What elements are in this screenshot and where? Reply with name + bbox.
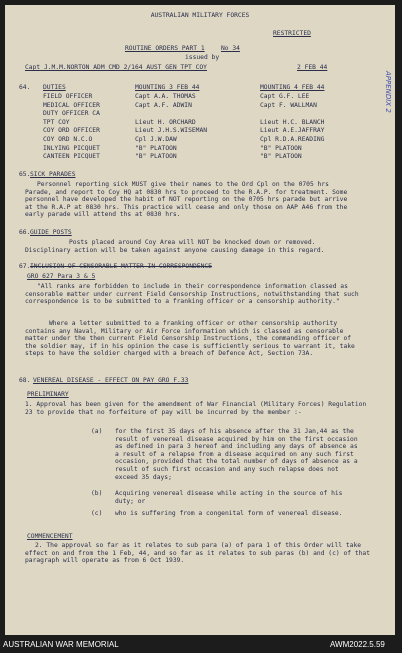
appendix-annotation: APPENDIX 2 — [384, 71, 392, 113]
censorable-title: INCLUSION OF CENSORABLE MATTER IN CORRESPONDENCE — [30, 263, 212, 270]
duty-cell: COY ORD OFFICER — [43, 127, 100, 135]
item-c-label: (c) — [91, 510, 103, 517]
item-b-label: (b) — [91, 490, 103, 497]
orders-title: ROUTINE ORDERS PART 1 — [125, 45, 205, 52]
duty-cell: Lieut H.C. BLANCH — [260, 118, 325, 126]
doc-heading: AUSTRALIAN MILITARY FORCES — [150, 12, 250, 19]
duty-cell: Lieut A.E.JAFFRAY — [260, 127, 325, 135]
mounting-4-header: MOUNTING 4 FEB 44 — [260, 84, 325, 91]
footer-accession: AWM2022.5.59 — [330, 640, 385, 649]
duty-cell: "B" PLATOON — [260, 153, 302, 161]
duty-cell: CANTEEN PICQUET — [43, 153, 100, 161]
sick-parades-body: Personnel reporting sick MUST give their names to the Ord Cpl on the 0705 hrs Parade, and report to Coy HQ at 0830 hrs to proceed to the R.A.P. for treatment. Some personnel have developed the habit of NOT reporting on the 0705 hrs parade but arrive at the R.A.P at 0830 hrs. This practice will cease and only those on AAP A46 from the early parade will attend ths at 0830 hrs. — [25, 181, 348, 219]
duty-cell: DUTY OFFICER CA — [43, 110, 100, 118]
censorable-ref: GRO 627 Para 3 & 5 — [27, 273, 96, 280]
item-a-label: (a) — [91, 428, 103, 435]
guide-posts-body: Posts placed around Coy Area will NOT be knocked down or removed. Disciplinary action will be taken against anyone causing damage in this regard. — [25, 239, 325, 254]
duty-cell: Cpl R.D.A.READING — [260, 136, 325, 143]
duty-cell: Capt G.F. LEE — [260, 93, 310, 100]
censorable-quote: "All ranks are forbidden to include in their correspondence information classed as censorable matter under current Field Censorship Instructions, notwithstanding that such correspondence is to be submitted to a franking officer or a censorship authority." — [25, 283, 359, 306]
document-page — [5, 5, 395, 635]
section-number-65: 65. — [19, 171, 31, 178]
item-b-text: Acquiring venereal disease while acting in the source of his duty; or — [115, 490, 343, 505]
duty-cell: COY ORD N.C.O — [43, 136, 93, 143]
venereal-title: VENEREAL DISEASE - EFFECT ON PAY GRO F.33 — [33, 377, 189, 384]
duty-cell: MEDICAL OFFICER — [43, 101, 100, 109]
duty-cell: Capt F. WALLMAN — [260, 101, 317, 109]
duty-cell: Capt A.F. ADWIN — [135, 101, 192, 109]
issuer: Capt J.M.M.NORTON ADM CMD 2/164 AUST GEN TPT COY — [25, 64, 207, 71]
duty-cell: Cpl J.W.DAW — [135, 136, 177, 143]
duty-cell: Lieut J.H.S.WISEMAN — [135, 127, 208, 135]
order-date: 2 FEB 44 — [297, 64, 328, 71]
commencement-para: 2. The approval so far as it relates to sub para (a) of para 1 of this Order will take effect on and from the 1 Feb, 44, and so far as it relates to sub paras (b) and (c) of that paragraph will operate as from 6 Oct 1939. — [25, 542, 370, 565]
commencement-heading: COMMENCEMENT — [27, 533, 73, 540]
duty-cell: "B" PLATOON — [260, 144, 302, 152]
duty-cell: TPT COY — [43, 118, 70, 126]
classification: RESTRICTED — [273, 30, 311, 37]
duty-cell: INLYING PICQUET — [43, 144, 100, 152]
issued-by: issued by — [185, 54, 220, 61]
preliminary-para: 1. Approval has been given for the amendment of War Financial (Military Forces) Regulation 23 to provide that no forfeiture of pay will be incurred by the member :- — [25, 401, 367, 416]
mounting-3-header: MOUNTING 3 FEB 44 — [135, 84, 200, 91]
duty-cell: FIELD OFFICER — [43, 93, 93, 100]
duties-header: DUTIES — [43, 84, 66, 91]
section-number-68: 68. — [19, 377, 31, 384]
duty-cell: Lieut H. ORCHARD — [135, 118, 196, 126]
section-number-67: 67. — [19, 263, 31, 270]
preliminary-heading: PRELIMINARY — [27, 391, 69, 398]
censorable-body: Where a letter submitted to a franking officer or other censorship authority contains any Naval, Military or Air Force information which is classed as censorable matter under the then current Field Censorship Instructions, the commanding officer of the soldier may, if in his opinion the case is sufficiently serious to warrant it, take steps to have the soldier charged with a breach of Defence Act, Section 73A. — [25, 320, 355, 358]
duty-cell: Capt A.A. THOMAS — [135, 93, 196, 100]
duty-cell: "B" PLATOON — [135, 144, 177, 152]
sick-parades-title: SICK PARADES — [30, 171, 76, 178]
guide-posts-title: GUIDE POSTS — [30, 229, 72, 236]
section-number-64: 64. — [19, 84, 31, 91]
footer-institution: AUSTRALIAN WAR MEMORIAL — [3, 640, 119, 649]
item-c-text: who is suffering from a congenital form of venereal disease. — [115, 510, 343, 517]
section-number-66: 66. — [19, 229, 31, 236]
item-a-text: for the first 35 days of his absence after the 31 Jan,44 as the result of venereal disease acquired by him on the first occasion as defined in para 3 hereof and including any days of absence as a result of a relapse from a disease acquired on any such first occasion, provided that the total number of days of absence as a result of such first occasion and any such relapse does not exceed 35 days; — [115, 428, 358, 481]
archive-footer — [0, 638, 402, 653]
orders-number: No 34 — [221, 45, 240, 52]
duty-cell: "B" PLATOON — [135, 153, 177, 161]
